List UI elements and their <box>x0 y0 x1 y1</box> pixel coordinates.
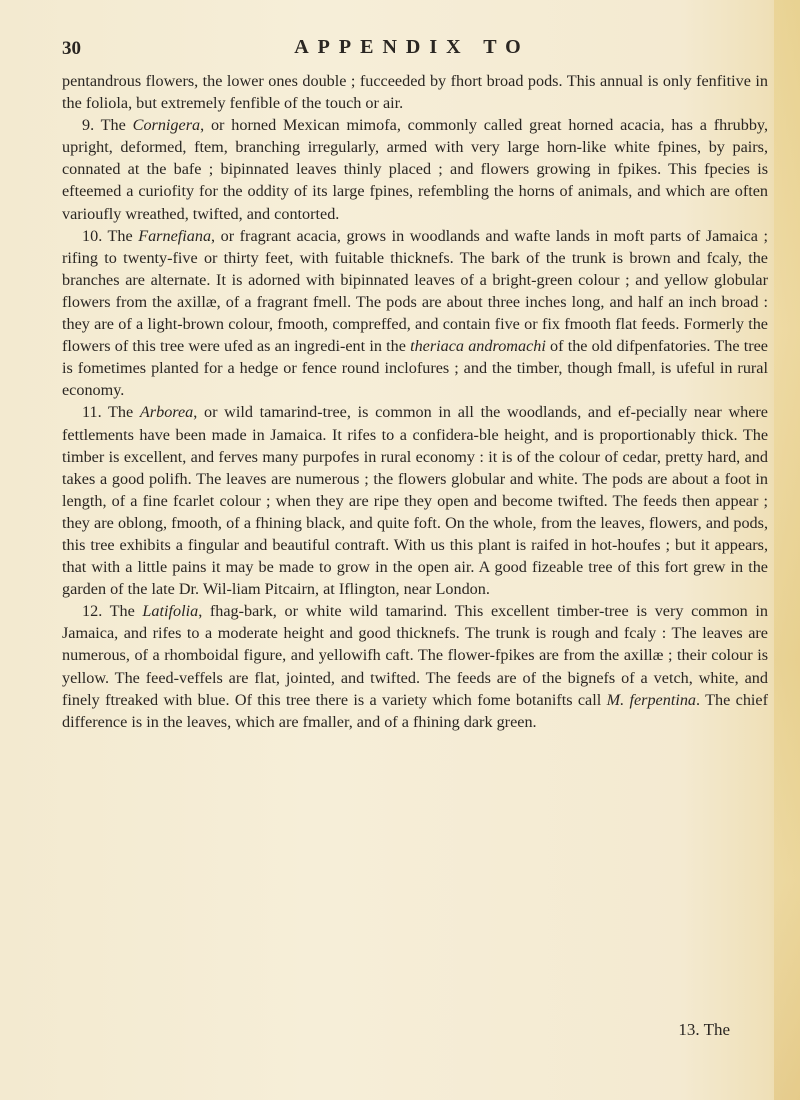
body-text <box>62 70 768 733</box>
paragraph-text: . The chief difference is in the leaves, which are fmaller, and of a fhining dark green. <box>62 690 768 731</box>
paragraph-text: , or horned Mexican mimofa, commonly called great horned acacia, has a fhrubby, upright, deformed, ftem, branching irregularly, armed with very large horn-like white fpines, by pairs, connated at the bafe ; bipinnated leaves thinly placed ; and flowers growing in fpikes. This fpecies is efteemed a curiofity for the oddity of its large fpines, refembling the horns of animals, and which are often varioufly wreathed, twifted, and contorted. <box>62 116 769 223</box>
paragraph-text: 12. The <box>82 602 143 621</box>
paragraph-p8-cont <box>62 70 768 114</box>
paragraph-text: , fhag-bark, or white wild tamarind. This excellent timber-tree is very common in Jamaica, and rifes to a moderate height and good thicknefs. The trunk is rough and fcaly : The leaves are numerous, of a rhomboidal figure, and yellowifh caft. The flower-fpikes are from the axillæ ; their colour is yellow. The feed-veffels are flat, jointed, and twifted. The feeds are of the bignefs of a vetch, white, and finely ftreaked with blue. Of this tree there is a variety which fome botanifts call <box>62 602 769 709</box>
italic-term: Arborea <box>139 403 194 422</box>
paragraph-text: , or wild tamarind-tree, is common in all the woodlands, and ef-pecially near where fettlements have been made in Jamaica. It rifes to a confidera-ble height, and is proportionably thick. The timber is excellent, and ferves many purpofes in rural economy : it is of the colour of cedar, pretty hard, and takes a good polifh. The leaves are numerous ; the flowers globular and white. The pods are about a foot in length, of a fine fcarlet colour ; when they are ripe they open and become twifted. The feeds then appear ; they are oblong, fmooth, of a fhining black, and quite foft. On the whole, from the leaves, flowers, and pods, this tree exhibits a fingular and beautiful contraft. With us this plant is raifed in hot-houfes ; but it appears, that with a little pains it may be made to grow in the open air. A good fizeable tree of this fort grew in the garden of the late Dr. Wil-liam Pitcairn, at Iflington, near London. <box>62 403 768 599</box>
page-edge-stain <box>774 0 800 1100</box>
paragraph-text: 11. The <box>82 403 140 422</box>
paragraph-text: , or fragrant acacia, grows in woodlands and wafte lands in moft parts of Jamaica ; rifing to twenty-five or thirty feet, with fuitable thicknefs. The bark of the trunk is brown and fcaly, the branches are alternate. It is adorned with bipinnated leaves of a bright-green colour ; and yellow globular flowers from the axillæ, of a fragrant fmell. The pods are about three inches long, and half an inch broad : they are of a light-brown colour, fmooth, compreffed, and contain five or fix fmooth flat feeds. Formerly the flowers of this tree were ufed as an ingredi-ent in the <box>62 226 768 356</box>
catchword: 13. The <box>678 1020 730 1039</box>
page-header <box>62 34 762 66</box>
italic-term: Farnefiana <box>138 226 212 245</box>
paragraph-text: pentandrous flowers, the lower ones double ; fucceeded by fhort broad pods. This annual is only fenfitive in the foliola, but extremely fenfible of the touch or air. <box>62 72 768 113</box>
paragraph-text: 9. The <box>82 116 133 135</box>
page-number: 30 <box>62 38 81 59</box>
paragraph-p12 <box>62 600 768 733</box>
italic-term: Latifolia <box>142 602 199 621</box>
paragraph-text: 10. The <box>82 226 139 245</box>
paragraph-p9 <box>62 114 768 224</box>
paragraph-p10 <box>62 225 768 402</box>
paragraph-p11 <box>62 401 768 600</box>
paragraph-text: of the old difpenfatories. The tree is fometimes planted for a hedge or fence round inclofures ; and the timber, though fmall, is ufeful in rural economy. <box>62 337 768 400</box>
italic-term: M. ferpentina <box>606 690 697 709</box>
italic-term: theriaca andromachi <box>410 337 546 356</box>
running-head: APPENDIX TO <box>294 36 530 58</box>
italic-term: Cornigera <box>132 116 201 135</box>
